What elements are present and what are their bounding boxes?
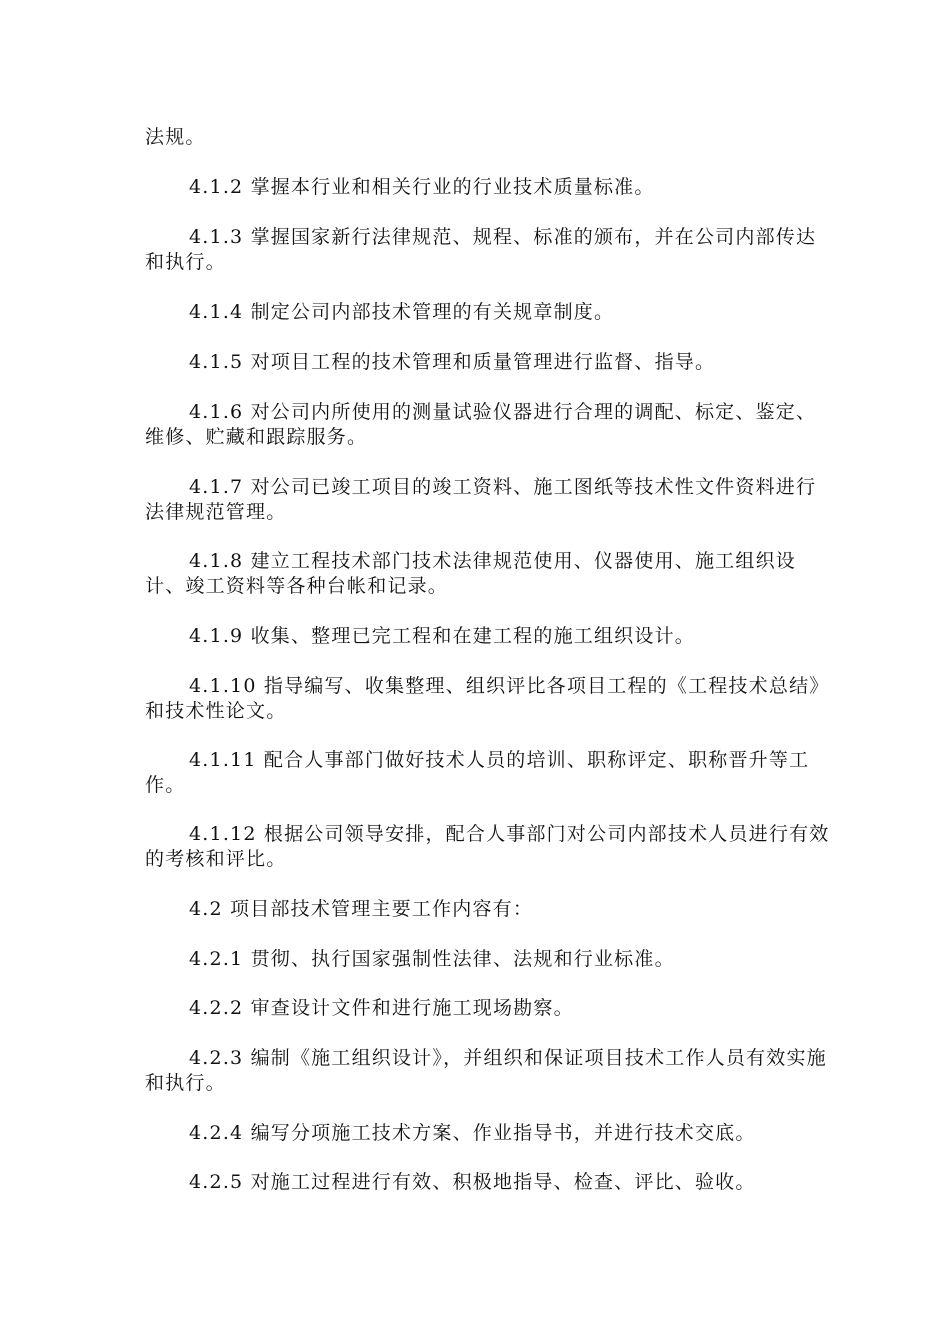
paragraph-4-2-3: 4.2.3 编制《施工组织设计》，并组织和保证项目技术工作人员有效实施和执行。 [145, 1047, 827, 1094]
paragraph-4-2-1: 4.2.1 贯彻、执行国家强制性法律、法规和行业标准。 [189, 948, 675, 970]
paragraph-4-1-8: 4.1.8 建立工程技术部门技术法律规范使用、仪器使用、施工组织设计、竣工资料等各种台帐和记录。 [145, 550, 796, 597]
paragraph-4-1-2: 4.1.2 掌握本行业和相关行业的行业技术质量标准。 [189, 176, 655, 198]
paragraph-4-1-3: 4.1.3 掌握国家新行法律规范、规程、标准的颁布，并在公司内部传达和执行。 [145, 226, 817, 273]
paragraph-4-1-5: 4.1.5 对项目工程的技术管理和质量管理进行监督、指导。 [189, 351, 716, 373]
paragraph-4-1-7: 4.1.7 对公司已竣工项目的竣工资料、施工图纸等技术性文件资料进行法律规范管理。 [145, 476, 817, 523]
section-heading-4-2: 4.2 项目部技术管理主要工作内容有： [189, 898, 534, 920]
paragraph-4-1-11: 4.1.11 配合人事部门做好技术人员的培训、职称评定、职称晋升等工作。 [145, 749, 810, 796]
paragraph-continuation: 法规。 [145, 126, 206, 148]
paragraph-4-1-9: 4.1.9 收集、整理已完工程和在建工程的施工组织设计。 [189, 625, 695, 647]
paragraph-4-1-4: 4.1.4 制定公司内部技术管理的有关规章制度。 [189, 301, 615, 323]
paragraph-4-2-2: 4.2.2 审查设计文件和进行施工现场勘察。 [189, 997, 574, 1019]
paragraph-4-1-6: 4.1.6 对公司内所使用的测量试验仪器进行合理的调配、标定、鉴定、维修、贮藏和跟踪服务。 [145, 401, 817, 448]
paragraph-4-1-10: 4.1.10 指导编写、收集整理、组织评比各项目工程的《工程技术总结》和技术性论文。 [145, 675, 830, 722]
paragraph-4-2-5: 4.2.5 对施工过程进行有效、积极地指导、检查、评比、验收。 [189, 1171, 756, 1193]
paragraph-4-1-12: 4.1.12 根据公司领导安排，配合人事部门对公司内部技术人员进行有效的考核和评比。 [145, 823, 830, 870]
paragraph-4-2-4: 4.2.4 编写分项施工技术方案、作业指导书，并进行技术交底。 [189, 1122, 756, 1144]
